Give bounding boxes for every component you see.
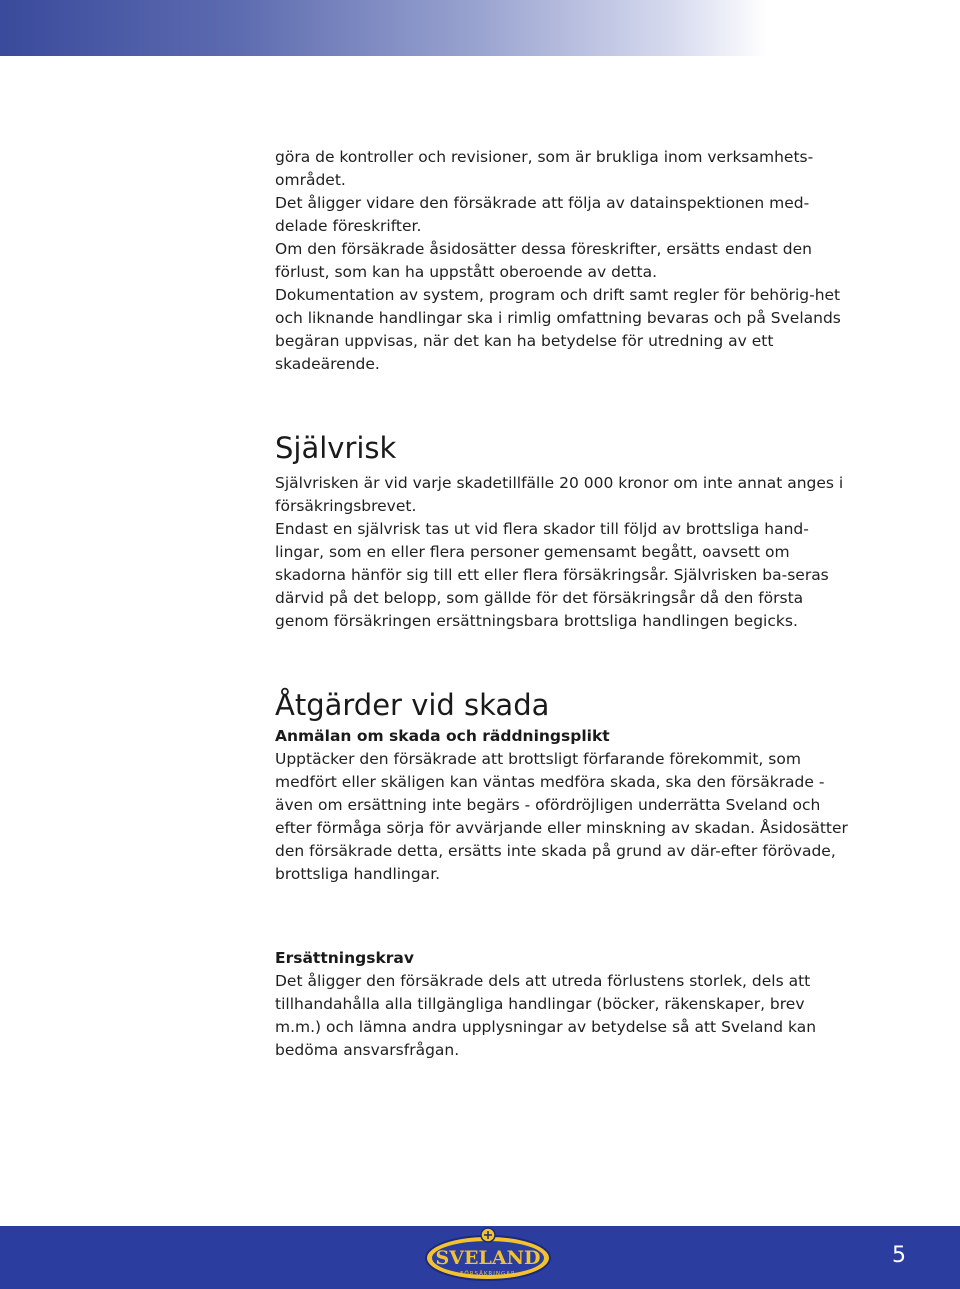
logo-wordmark: SVELAND (435, 1247, 541, 1269)
subheading-ersattningskrav: Ersättningskrav (275, 949, 414, 967)
paragraph-asidosatter: Om den försäkrade åsidosätter dessa föreskrifter, ersätts endast den förlust, som kan ha uppstått oberoende av detta. (275, 240, 812, 281)
paragraph-sjalvrisk-belopp: Självrisken är vid varje skadetillfälle 20 000 kronor om inte annat anges i försäkringsbrevet. (275, 474, 844, 515)
page-number: 5 (892, 1243, 906, 1268)
logo-subtext: FÖRSÄKRINGAR (460, 1271, 516, 1277)
paragraph-ersattningskrav: Det åligger den försäkrade dels att utreda förlustens storlek, dels att tillhandahålla alla tillgängliga handlingar (böcker, räkenskaper, brev m.m.) och lämna andra upplysningar av betydelse så att Sveland kan bedöma ansvarsfrågan. (275, 972, 817, 1059)
paragraph-dokumentation: Dokumentation av system, program och drift samt regler för behörig-het och liknande handlingar ska i rimlig omfattning bevaras och på Svelands begäran uppvisas, när det kan ha betydelse för utredning av ett skadeärende. (275, 286, 841, 373)
sveland-logo (420, 1226, 556, 1286)
paragraph-sjalvrisk-endast: Endast en självrisk tas ut vid flera skador till följd av brottsliga hand-lingar, som en eller flera personer gemensamt begått, oavsett om skadorna hänför sig till ett eller flera försäkringsår. Självrisken ba-seras därvid på det belopp, som gällde för det försäkringsår då den första genom försäkringen ersättningsbara brottsliga handlingen begicks. (275, 520, 829, 630)
header-gradient-band (0, 0, 960, 56)
paragraph-anmalan: Upptäcker den försäkrade att brottsligt förfarande förekommit, som medfört eller skäligen kan väntas medföra skada, ska den försäkrade - även om ersättning inte begärs - ofördröjligen underrätta Sveland och efter förmåga sörja för avvärjande eller minskning av skadan. Åsidosätter den försäkrade detta, ersätts inte skada på grund av där-efter förövade, brottsliga handlingar. (275, 750, 848, 883)
subheading-anmalan: Anmälan om skada och räddningsplikt (275, 727, 610, 745)
heading-atgarder-vid-skada: Åtgärder vid skada (275, 688, 550, 722)
paragraph-kontroller: göra de kontroller och revisioner, som är brukliga inom verksamhets-området. (275, 148, 814, 189)
paragraph-datainspektionen: Det åligger vidare den försäkrade att följa av datainspektionen med-delade föreskrifter. (275, 194, 810, 235)
page-content (275, 146, 855, 1062)
heading-sjalvrisk: Självrisk (275, 431, 397, 465)
